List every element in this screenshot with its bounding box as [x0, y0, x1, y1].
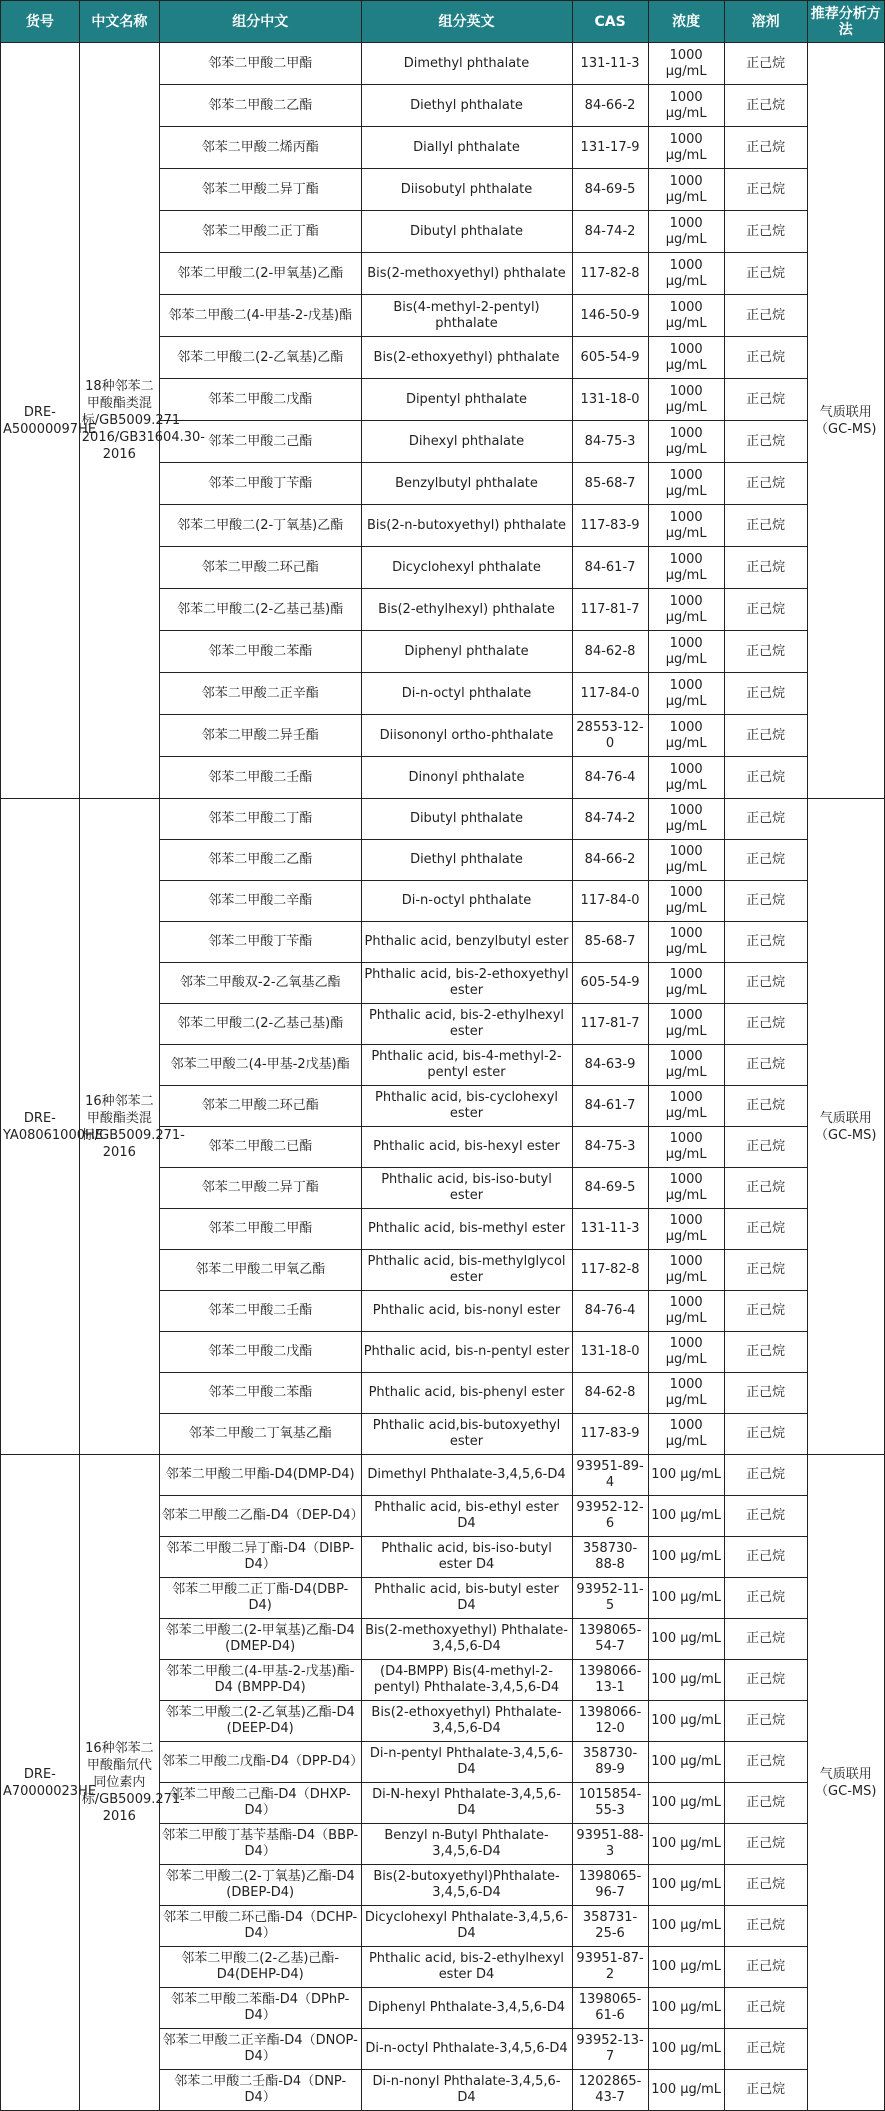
cas-number: 131-11-3 [572, 1209, 648, 1250]
component-cn: 邻苯二甲酸二异丁酯-D4（DIBP-D4） [159, 1537, 361, 1578]
solvent: 正己烷 [724, 421, 807, 463]
concentration: 1000 μg/mL [648, 547, 724, 589]
solvent: 正己烷 [724, 1496, 807, 1537]
component-cn: 邻苯二甲酸二(2-丁氧基)乙酯-D4 (DBEP-D4) [159, 1865, 361, 1906]
header-concentration: 浓度 [648, 1, 724, 43]
component-cn: 邻苯二甲酸二乙酯-D4（DEP-D4） [159, 1496, 361, 1537]
concentration: 100 μg/mL [648, 2029, 724, 2070]
concentration: 1000 μg/mL [648, 1373, 724, 1414]
cas-number: 131-11-3 [572, 43, 648, 85]
solvent: 正己烷 [724, 1619, 807, 1660]
concentration: 1000 μg/mL [648, 1086, 724, 1127]
component-cn: 邻苯二甲酸二环己酯 [159, 547, 361, 589]
table-row [1, 1455, 885, 1496]
cas-number: 358730-88-8 [572, 1537, 648, 1578]
component-cn: 邻苯二甲酸二(2-乙氧基)乙酯-D4 (DEEP-D4) [159, 1701, 361, 1742]
product-code: DRE-YA08061000HE [1, 799, 80, 1455]
cas-number: 93951-89-4 [572, 1455, 648, 1496]
solvent: 正己烷 [724, 1086, 807, 1127]
concentration: 1000 μg/mL [648, 1332, 724, 1373]
cas-number: 117-82-8 [572, 1250, 648, 1291]
cas-number: 117-84-0 [572, 881, 648, 922]
solvent: 正己烷 [724, 253, 807, 295]
cas-number: 117-83-9 [572, 1414, 648, 1455]
cas-number: 84-76-4 [572, 1291, 648, 1332]
concentration: 1000 μg/mL [648, 963, 724, 1004]
header-component-cn: 组分中文 [159, 1, 361, 43]
solvent: 正己烷 [724, 963, 807, 1004]
component-cn: 邻苯二甲酸二异丁酯 [159, 169, 361, 211]
component-en: Phthalic acid, bis-cyclohexyl ester [361, 1086, 572, 1127]
solvent: 正己烷 [724, 1660, 807, 1701]
component-cn: 邻苯二甲酸丁苄酯 [159, 922, 361, 963]
component-en: Dimethyl Phthalate-3,4,5,6-D4 [361, 1455, 572, 1496]
concentration: 100 μg/mL [648, 1824, 724, 1865]
cas-number: 131-18-0 [572, 1332, 648, 1373]
component-cn: 邻苯二甲酸二(2-乙基己基)酯 [159, 589, 361, 631]
component-cn: 邻苯二甲酸二己酯-D4（DHXP-D4） [159, 1783, 361, 1824]
cas-number: 84-62-8 [572, 1373, 648, 1414]
analysis-method: 气质联用（GC-MS) [807, 1455, 885, 2111]
component-cn: 邻苯二甲酸二(2-甲氧基)乙酯 [159, 253, 361, 295]
concentration: 100 μg/mL [648, 1496, 724, 1537]
component-en: Bis(2-n-butoxyethyl) phthalate [361, 505, 572, 547]
component-cn: 邻苯二甲酸二(4-甲基-2戊基)酯 [159, 1045, 361, 1086]
concentration: 100 μg/mL [648, 1865, 724, 1906]
analysis-method: 气质联用（GC-MS) [807, 799, 885, 1455]
component-en: Dimethyl phthalate [361, 43, 572, 85]
component-cn: 邻苯二甲酸二甲酯 [159, 43, 361, 85]
solvent: 正己烷 [724, 1291, 807, 1332]
header-method: 推荐分析方法 [807, 1, 885, 43]
component-en: Dibutyl phthalate [361, 211, 572, 253]
component-en: Di-n-octyl Phthalate-3,4,5,6-D4 [361, 2029, 572, 2070]
component-cn: 邻苯二甲酸二(2-乙基己基)酯 [159, 1004, 361, 1045]
concentration: 1000 μg/mL [648, 211, 724, 253]
concentration: 1000 μg/mL [648, 589, 724, 631]
concentration: 100 μg/mL [648, 1947, 724, 1988]
cas-number: 117-83-9 [572, 505, 648, 547]
solvent: 正己烷 [724, 1824, 807, 1865]
component-en: Bis(4-methyl-2-pentyl) phthalate [361, 295, 572, 337]
solvent: 正己烷 [724, 673, 807, 715]
cas-number: 117-81-7 [572, 589, 648, 631]
component-en: Di-n-octyl phthalate [361, 673, 572, 715]
component-cn: 邻苯二甲酸二乙酯 [159, 85, 361, 127]
component-cn: 邻苯二甲酸二丁酯 [159, 799, 361, 840]
component-cn: 邻苯二甲酸二戊酯-D4（DPP-D4） [159, 1742, 361, 1783]
concentration: 1000 μg/mL [648, 1414, 724, 1455]
solvent: 正己烷 [724, 1250, 807, 1291]
concentration: 1000 μg/mL [648, 379, 724, 421]
concentration: 1000 μg/mL [648, 421, 724, 463]
component-en: Phthalic acid, bis-2-ethylhexyl ester D4 [361, 1947, 572, 1988]
concentration: 1000 μg/mL [648, 673, 724, 715]
concentration: 100 μg/mL [648, 1455, 724, 1496]
component-en: Diphenyl Phthalate-3,4,5,6-D4 [361, 1988, 572, 2029]
solvent: 正己烷 [724, 505, 807, 547]
solvent: 正己烷 [724, 379, 807, 421]
solvent: 正己烷 [724, 211, 807, 253]
cas-number: 117-82-8 [572, 253, 648, 295]
cas-number: 1398065-96-7 [572, 1865, 648, 1906]
cas-number: 84-74-2 [572, 799, 648, 840]
cas-number: 84-66-2 [572, 840, 648, 881]
component-en: Di-N-hexyl Phthalate-3,4,5,6-D4 [361, 1783, 572, 1824]
component-cn: 邻苯二甲酸二已酯 [159, 1127, 361, 1168]
cas-number: 84-61-7 [572, 547, 648, 589]
component-en: Phthalic acid, bis-iso-butyl ester [361, 1168, 572, 1209]
component-cn: 邻苯二甲酸二烯丙酯 [159, 127, 361, 169]
solvent: 正己烷 [724, 799, 807, 840]
table-header-row [1, 1, 885, 43]
component-cn: 邻苯二甲酸二(2-乙氧基)乙酯 [159, 337, 361, 379]
component-cn: 邻苯二甲酸二异丁酯 [159, 1168, 361, 1209]
component-en: Diethyl phthalate [361, 85, 572, 127]
component-cn: 邻苯二甲酸二苯酯 [159, 1373, 361, 1414]
solvent: 正己烷 [724, 922, 807, 963]
solvent: 正己烷 [724, 1906, 807, 1947]
component-cn: 邻苯二甲酸二苯酯-D4（DPhP-D4） [159, 1988, 361, 2029]
solvent: 正己烷 [724, 1701, 807, 1742]
concentration: 1000 μg/mL [648, 1127, 724, 1168]
concentration: 1000 μg/mL [648, 1250, 724, 1291]
cas-number: 84-76-4 [572, 757, 648, 799]
component-en: Dihexyl phthalate [361, 421, 572, 463]
cas-number: 84-75-3 [572, 1127, 648, 1168]
component-en: Diisononyl ortho-phthalate [361, 715, 572, 757]
component-cn: 邻苯二甲酸二甲氧乙酯 [159, 1250, 361, 1291]
concentration: 100 μg/mL [648, 2070, 724, 2111]
component-en: Phthalic acid, benzylbutyl ester [361, 922, 572, 963]
concentration: 1000 μg/mL [648, 85, 724, 127]
solvent: 正己烷 [724, 1537, 807, 1578]
header-solvent: 溶剂 [724, 1, 807, 43]
concentration: 1000 μg/mL [648, 463, 724, 505]
cas-number: 146-50-9 [572, 295, 648, 337]
cas-number: 84-66-2 [572, 85, 648, 127]
solvent: 正己烷 [724, 1168, 807, 1209]
component-cn: 邻苯二甲酸二乙酯 [159, 840, 361, 881]
solvent: 正己烷 [724, 85, 807, 127]
component-en: Dibutyl phthalate [361, 799, 572, 840]
component-cn: 邻苯二甲酸丁基苄基酯-D4（BBP-D4） [159, 1824, 361, 1865]
solvent: 正己烷 [724, 881, 807, 922]
solvent: 正己烷 [724, 840, 807, 881]
component-cn: 邻苯二甲酸二戊酯 [159, 1332, 361, 1373]
cas-number: 28553-12-0 [572, 715, 648, 757]
concentration: 1000 μg/mL [648, 631, 724, 673]
solvent: 正己烷 [724, 2070, 807, 2111]
solvent: 正己烷 [724, 1045, 807, 1086]
component-en: Bis(2-methoxyethyl) Phthalate-3,4,5,6-D4 [361, 1619, 572, 1660]
cas-number: 84-75-3 [572, 421, 648, 463]
product-name: 16种邻苯二甲酸酯氘代同位素内标/GB5009.271-2016 [79, 1455, 159, 2111]
component-cn: 邻苯二甲酸二壬酯-D4（DNP-D4） [159, 2070, 361, 2111]
cas-number: 93952-11-5 [572, 1578, 648, 1619]
concentration: 100 μg/mL [648, 1660, 724, 1701]
concentration: 1000 μg/mL [648, 715, 724, 757]
header-code: 货号 [1, 1, 80, 43]
component-cn: 邻苯二甲酸二异壬酯 [159, 715, 361, 757]
solvent: 正己烷 [724, 547, 807, 589]
concentration: 100 μg/mL [648, 1537, 724, 1578]
component-en: Bis(2-ethoxyethyl) phthalate [361, 337, 572, 379]
cas-number: 84-69-5 [572, 169, 648, 211]
component-cn: 邻苯二甲酸二己酯 [159, 421, 361, 463]
component-en: Phthalic acid, bis-nonyl ester [361, 1291, 572, 1332]
component-en: Phthalic acid, bis-butyl ester D4 [361, 1578, 572, 1619]
concentration: 100 μg/mL [648, 1701, 724, 1742]
component-cn: 邻苯二甲酸二甲酯-D4(DMP-D4) [159, 1455, 361, 1496]
component-en: Phthalic acid,bis-butoxyethyl ester [361, 1414, 572, 1455]
component-cn: 邻苯二甲酸二环己酯-D4（DCHP-D4） [159, 1906, 361, 1947]
component-en: Benzylbutyl phthalate [361, 463, 572, 505]
component-cn: 邻苯二甲酸二(2-丁氧基)乙酯 [159, 505, 361, 547]
component-en: Phthalic acid, bis-methyl ester [361, 1209, 572, 1250]
solvent: 正己烷 [724, 1947, 807, 1988]
component-cn: 邻苯二甲酸二正丁酯 [159, 211, 361, 253]
concentration: 1000 μg/mL [648, 881, 724, 922]
component-en: Di-n-octyl phthalate [361, 881, 572, 922]
concentration: 1000 μg/mL [648, 840, 724, 881]
component-cn: 邻苯二甲酸二丁氧基乙酯 [159, 1414, 361, 1455]
cas-number: 1202865-43-7 [572, 2070, 648, 2111]
component-en: Dicyclohexyl phthalate [361, 547, 572, 589]
component-cn: 邻苯二甲酸二苯酯 [159, 631, 361, 673]
component-en: Phthalic acid, bis-iso-butyl ester D4 [361, 1537, 572, 1578]
component-cn: 邻苯二甲酸二(2-甲氧基)乙酯-D4 (DMEP-D4) [159, 1619, 361, 1660]
header-component-en: 组分英文 [361, 1, 572, 43]
cas-number: 117-84-0 [572, 673, 648, 715]
component-cn: 邻苯二甲酸二辛酯 [159, 881, 361, 922]
solvent: 正己烷 [724, 757, 807, 799]
solvent: 正己烷 [724, 127, 807, 169]
component-en: Phthalic acid, bis-hexyl ester [361, 1127, 572, 1168]
component-en: Bis(2-ethoxyethyl) Phthalate-3,4,5,6-D4 [361, 1701, 572, 1742]
cas-number: 358730-89-9 [572, 1742, 648, 1783]
cas-number: 605-54-9 [572, 337, 648, 379]
cas-number: 84-61-7 [572, 1086, 648, 1127]
concentration: 1000 μg/mL [648, 1004, 724, 1045]
component-cn: 邻苯二甲酸二壬酯 [159, 757, 361, 799]
table-row [1, 799, 885, 840]
component-en: Dicyclohexyl Phthalate-3,4,5,6-D4 [361, 1906, 572, 1947]
header-chinese-name: 中文名称 [79, 1, 159, 43]
solvent: 正己烷 [724, 589, 807, 631]
product-code: DRE-A50000097HE [1, 43, 80, 799]
concentration: 1000 μg/mL [648, 1168, 724, 1209]
component-en: Phthalic acid, bis-2-ethoxyethyl ester [361, 963, 572, 1004]
solvent: 正己烷 [724, 169, 807, 211]
table-body [1, 43, 885, 2111]
component-en: Di-n-pentyl Phthalate-3,4,5,6-D4 [361, 1742, 572, 1783]
cas-number: 605-54-9 [572, 963, 648, 1004]
solvent: 正己烷 [724, 2029, 807, 2070]
component-en: Dipentyl phthalate [361, 379, 572, 421]
component-cn: 邻苯二甲酸二(4-甲基-2-戊基)酯-D4 (BMPP-D4) [159, 1660, 361, 1701]
cas-number: 131-18-0 [572, 379, 648, 421]
concentration: 100 μg/mL [648, 1619, 724, 1660]
header-cas: CAS [572, 1, 648, 43]
cas-number: 93951-87-2 [572, 1947, 648, 1988]
cas-number: 131-17-9 [572, 127, 648, 169]
component-en: Phthalic acid, bis-4-methyl-2-pentyl ester [361, 1045, 572, 1086]
solvent: 正己烷 [724, 1209, 807, 1250]
cas-number: 84-69-5 [572, 1168, 648, 1209]
component-en: Dinonyl phthalate [361, 757, 572, 799]
component-en: (D4-BMPP) Bis(4-methyl-2-pentyl) Phthalate-3,4,5,6-D4 [361, 1660, 572, 1701]
product-code: DRE-A70000023HE [1, 1455, 80, 2111]
component-cn: 邻苯二甲酸二正辛酯 [159, 673, 361, 715]
solvent: 正己烷 [724, 1578, 807, 1619]
solvent: 正己烷 [724, 1414, 807, 1455]
product-name: 16种邻苯二甲酸酯类混标/GB5009.271-2016 [79, 799, 159, 1455]
solvent: 正己烷 [724, 1127, 807, 1168]
component-cn: 邻苯二甲酸二壬酯 [159, 1291, 361, 1332]
component-en: Diphenyl phthalate [361, 631, 572, 673]
component-en: Phthalic acid, bis-phenyl ester [361, 1373, 572, 1414]
component-en: Di-n-nonyl Phthalate-3,4,5,6-D4 [361, 2070, 572, 2111]
solvent: 正己烷 [724, 1742, 807, 1783]
cas-number: 85-68-7 [572, 922, 648, 963]
cas-number: 84-63-9 [572, 1045, 648, 1086]
concentration: 1000 μg/mL [648, 127, 724, 169]
solvent: 正己烷 [724, 1988, 807, 2029]
analysis-method: 气质联用（GC-MS) [807, 43, 885, 799]
component-en: Phthalic acid, bis-ethyl ester D4 [361, 1496, 572, 1537]
solvent: 正己烷 [724, 337, 807, 379]
concentration: 1000 μg/mL [648, 43, 724, 85]
cas-number: 117-81-7 [572, 1004, 648, 1045]
component-cn: 邻苯二甲酸二(2-乙基)己酯-D4(DEHP-D4) [159, 1947, 361, 1988]
table-row [1, 43, 885, 85]
concentration: 100 μg/mL [648, 1988, 724, 2029]
component-cn: 邻苯二甲酸二甲酯 [159, 1209, 361, 1250]
solvent: 正己烷 [724, 715, 807, 757]
concentration: 100 μg/mL [648, 1578, 724, 1619]
cas-number: 1015854-55-3 [572, 1783, 648, 1824]
solvent: 正己烷 [724, 43, 807, 85]
component-cn: 邻苯二甲酸二正丁酯-D4(DBP-D4) [159, 1578, 361, 1619]
concentration: 100 μg/mL [648, 1742, 724, 1783]
component-en: Bis(2-methoxyethyl) phthalate [361, 253, 572, 295]
solvent: 正己烷 [724, 631, 807, 673]
component-en: Diallyl phthalate [361, 127, 572, 169]
cas-number: 93952-12-6 [572, 1496, 648, 1537]
concentration: 1000 μg/mL [648, 799, 724, 840]
component-en: Phthalic acid, bis-2-ethylhexyl ester [361, 1004, 572, 1045]
product-name: 18种邻苯二甲酸酯类混标/GB5009.271-2016/GB31604.30-2016 [79, 43, 159, 799]
concentration: 1000 μg/mL [648, 922, 724, 963]
concentration: 1000 μg/mL [648, 505, 724, 547]
cas-number: 93952-13-7 [572, 2029, 648, 2070]
concentration: 1000 μg/mL [648, 1045, 724, 1086]
component-en: Diisobutyl phthalate [361, 169, 572, 211]
cas-number: 1398065-61-6 [572, 1988, 648, 2029]
cas-number: 84-62-8 [572, 631, 648, 673]
solvent: 正己烷 [724, 1004, 807, 1045]
component-cn: 邻苯二甲酸双-2-乙氧基乙酯 [159, 963, 361, 1004]
concentration: 1000 μg/mL [648, 1291, 724, 1332]
concentration: 100 μg/mL [648, 1906, 724, 1947]
component-en: Phthalic acid, bis-methylglycol ester [361, 1250, 572, 1291]
component-en: Benzyl n-Butyl Phthalate-3,4,5,6-D4 [361, 1824, 572, 1865]
component-cn: 邻苯二甲酸二正辛酯-D4（DNOP-D4） [159, 2029, 361, 2070]
cas-number: 84-74-2 [572, 211, 648, 253]
concentration: 1000 μg/mL [648, 253, 724, 295]
component-en: Phthalic acid, bis-n-pentyl ester [361, 1332, 572, 1373]
component-cn: 邻苯二甲酸二戊酯 [159, 379, 361, 421]
component-cn: 邻苯二甲酸二(4-甲基-2-戊基)酯 [159, 295, 361, 337]
cas-number: 85-68-7 [572, 463, 648, 505]
component-en: Bis(2-butoxyethyl)Phthalate-3,4,5,6-D4 [361, 1865, 572, 1906]
solvent: 正己烷 [724, 1332, 807, 1373]
cas-number: 93951-88-3 [572, 1824, 648, 1865]
concentration: 100 μg/mL [648, 1783, 724, 1824]
solvent: 正己烷 [724, 1783, 807, 1824]
component-en: Diethyl phthalate [361, 840, 572, 881]
cas-number: 1398066-12-0 [572, 1701, 648, 1742]
component-cn: 邻苯二甲酸丁苄酯 [159, 463, 361, 505]
solvent: 正己烷 [724, 1865, 807, 1906]
component-en: Bis(2-ethylhexyl) phthalate [361, 589, 572, 631]
cas-number: 358731-25-6 [572, 1906, 648, 1947]
concentration: 1000 μg/mL [648, 295, 724, 337]
component-cn: 邻苯二甲酸二环己酯 [159, 1086, 361, 1127]
solvent: 正己烷 [724, 463, 807, 505]
solvent: 正己烷 [724, 295, 807, 337]
cas-number: 1398066-13-1 [572, 1660, 648, 1701]
concentration: 1000 μg/mL [648, 337, 724, 379]
solvent: 正己烷 [724, 1455, 807, 1496]
solvent: 正己烷 [724, 1373, 807, 1414]
cas-number: 1398065-54-7 [572, 1619, 648, 1660]
concentration: 1000 μg/mL [648, 1209, 724, 1250]
concentration: 1000 μg/mL [648, 169, 724, 211]
concentration: 1000 μg/mL [648, 757, 724, 799]
